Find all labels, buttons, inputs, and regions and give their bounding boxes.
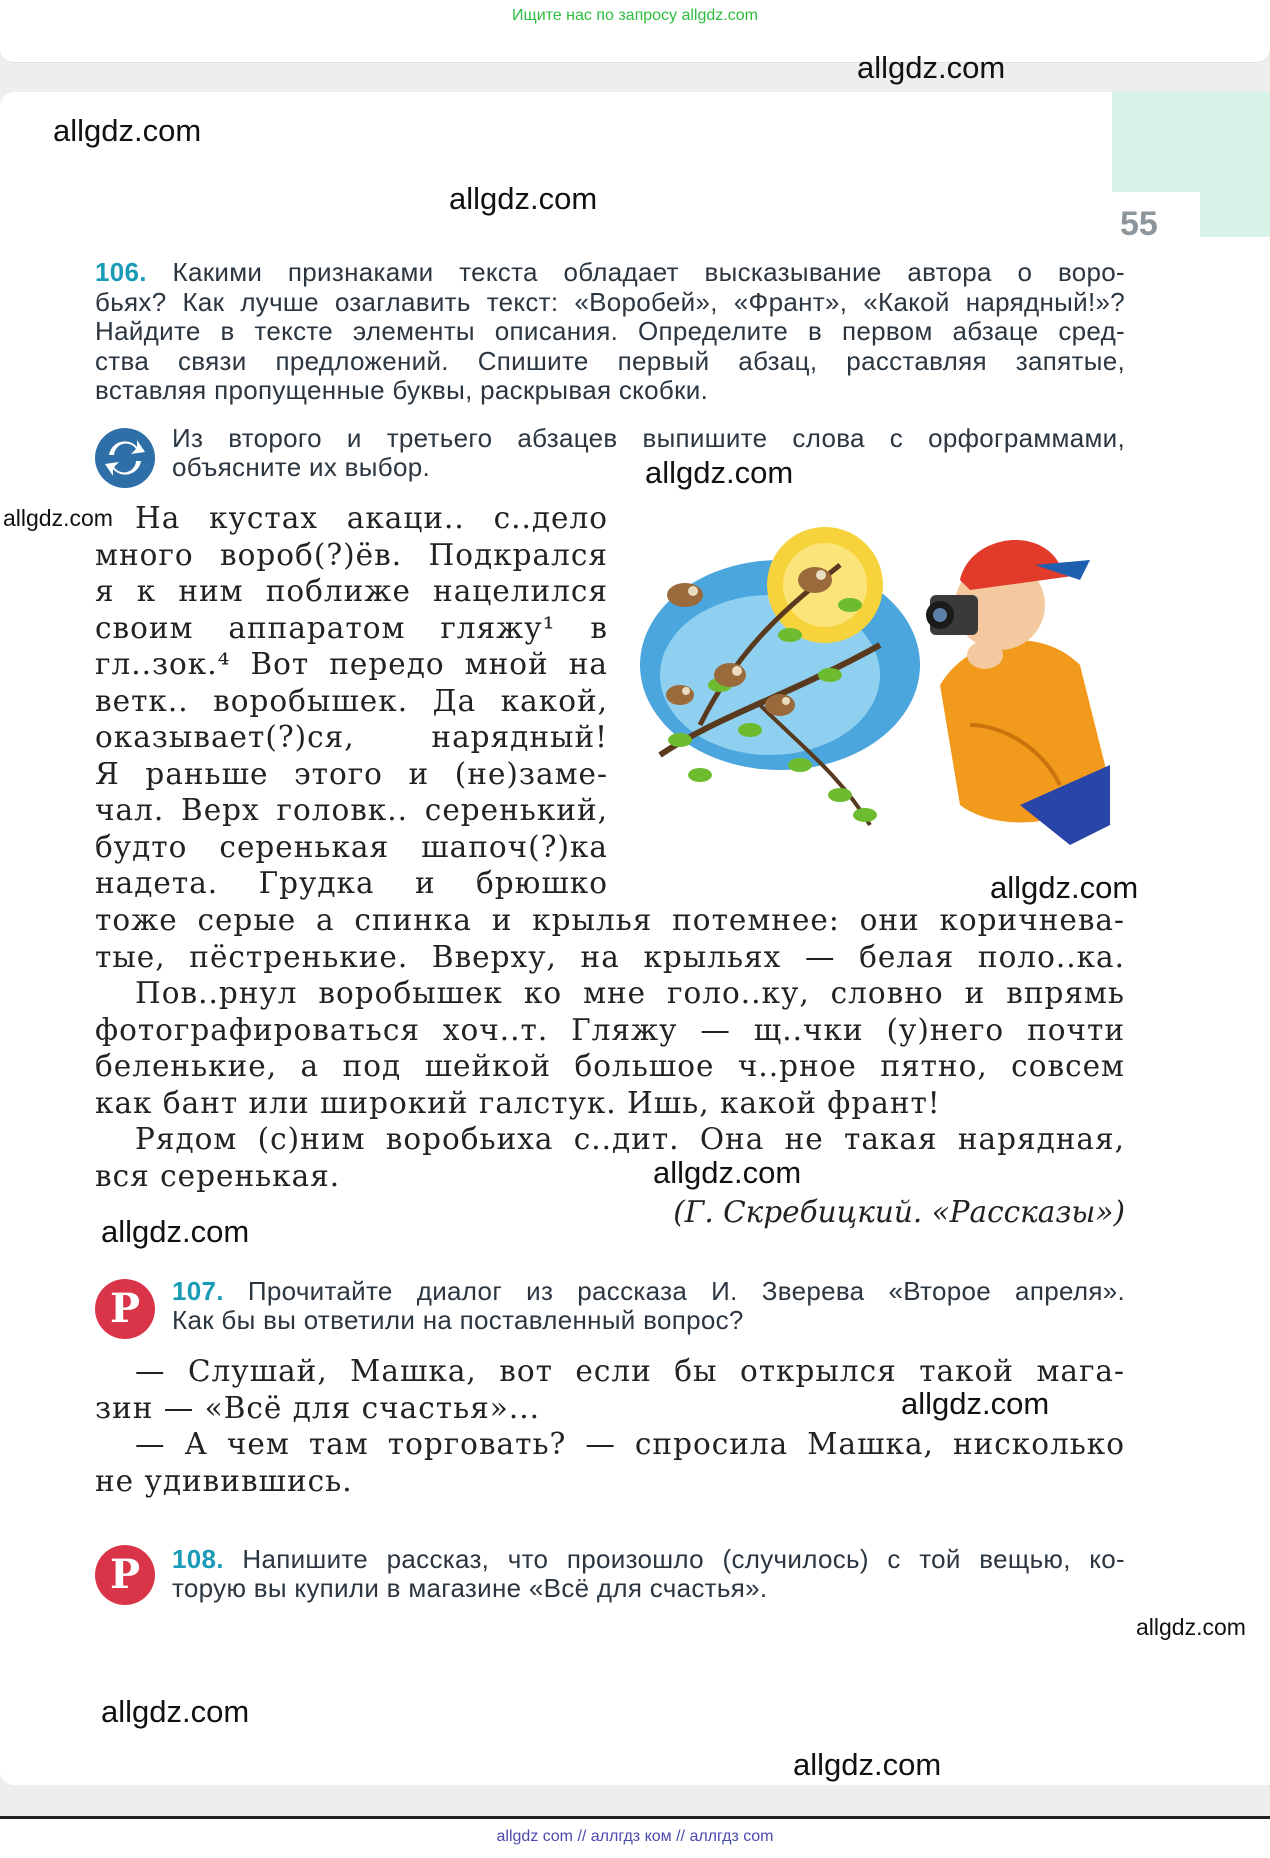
task-line: вставляя пропущенные буквы, раскрывая скобки.: [95, 375, 709, 405]
story-text-narrow: [95, 500, 608, 902]
task-106-subtask: [172, 424, 1125, 482]
story-line: надета. Грудка и брюшко: [95, 866, 608, 900]
dialog-text: [95, 1353, 1125, 1499]
task-number: 106.: [95, 257, 147, 287]
watermark: allgdz.com: [53, 113, 202, 148]
story-line: оказывает(?)ся, нарядный!: [95, 720, 608, 754]
photographer-sparrows-illustration: [640, 525, 1120, 845]
story-line: ветк.. воробышек. Да какой,: [95, 683, 608, 718]
page-corner-tab: [1112, 92, 1270, 192]
watermark: allgdz.com: [3, 505, 113, 531]
repeat-icon: [95, 428, 155, 488]
task-number: 108.: [172, 1544, 224, 1574]
page-corner-tab-lower: [1200, 192, 1270, 237]
story-line: фотографироваться хоч..т. Гляжу — щ..чки (у)него почти: [95, 1012, 1125, 1047]
story-line: вся серенькая.: [95, 1158, 341, 1193]
watermark: allgdz.com: [449, 181, 598, 216]
task-line: Прочитайте диалог из рассказа И. Зверева «Второе апреля».: [247, 1276, 1125, 1306]
dialog-line: — А чем там торговать? — спросила Машка, нисколько: [135, 1427, 1125, 1461]
watermark: allgdz.com: [793, 1747, 942, 1782]
dialog-line: не удивившись.: [95, 1463, 353, 1498]
task-line: торую вы купили в магазине «Всё для счастья».: [172, 1573, 768, 1603]
story-line: своим аппаратом гляжу¹ в: [95, 610, 608, 645]
story-line: тоже серые а спинка и крылья потемнее: они коричнева-: [95, 903, 1125, 937]
subtask-line: объясните их выбор.: [172, 452, 430, 482]
page-number: 55: [1120, 205, 1158, 243]
task-108: [172, 1545, 1125, 1603]
task-line: Напишите рассказ, что произошло (случилось) с той вещью, ко-: [242, 1544, 1125, 1574]
r-badge-icon: Р: [95, 1545, 155, 1605]
task-number: 107.: [172, 1276, 224, 1306]
story-text-wide: [95, 902, 1125, 1194]
story-source: (Г. Скребицкий. «Рассказы»): [673, 1195, 1125, 1229]
r-badge-icon: Р: [95, 1279, 155, 1339]
story-line: много вороб(?)ёв. Подкрался: [95, 537, 608, 572]
watermark: allgdz.com: [101, 1694, 250, 1729]
dialog-line: зин — «Всё для счастья»...: [95, 1390, 540, 1425]
story-line: гл..зок.⁴ Вот передо мной на: [95, 647, 608, 681]
story-line: будто серенькая шапоч(?)ка: [95, 829, 608, 864]
task-line: Какими признаками текста обладает высказывание автора о воро-: [172, 257, 1125, 287]
story-line: тые, пёстренькие. Вверху, на крыльях — белая поло..ка.: [95, 939, 1125, 974]
task-line: ства связи предложений. Спишите первый абзац, расставляя запятые,: [95, 345, 1125, 376]
watermark: allgdz.com: [645, 455, 794, 490]
top-strip: [0, 36, 1270, 63]
watermark: allgdz.com: [901, 1386, 1050, 1421]
story-line: Я раньше этого и (не)заме-: [95, 756, 608, 791]
story-line: беленькие, а под шейкой большое ч..рное пятно, совсем: [95, 1049, 1125, 1083]
watermark: allgdz.com: [1136, 1614, 1246, 1640]
watermark: allgdz.com: [857, 50, 1006, 85]
watermark: allgdz.com: [653, 1155, 802, 1190]
task-line: Как бы вы ответили на поставленный вопрос?: [172, 1305, 744, 1335]
story-line: как бант или широкий галстук. Ишь, какой франт!: [95, 1085, 941, 1120]
task-106: [95, 258, 1125, 406]
story-line: На кустах акаци.. с..дело: [135, 501, 608, 535]
watermark: allgdz.com: [990, 870, 1139, 905]
story-line: я к ним поближе нацелился: [95, 574, 608, 608]
task-107: [172, 1277, 1125, 1335]
task-line: бьях? Как лучше озаглавить текст: «Воробей», «Франт», «Какой нарядный!»?: [95, 286, 1125, 317]
story-line: Пов..рнул воробышек ко мне голо..ку, словно и впрямь: [135, 976, 1125, 1010]
dialog-line: — Слушай, Машка, вот если бы открылся такой мага-: [135, 1354, 1125, 1388]
story-line: чал. Верх головк.. серенький,: [95, 793, 608, 827]
top-banner[interactable]: Ищите нас по запросу allgdz.com: [0, 0, 1270, 36]
task-line: Найдите в тексте элементы описания. Определите в первом абзаце сред-: [95, 316, 1125, 346]
subtask-line: Из второго и третьего абзацев выпишите слова с орфограммами,: [172, 423, 1125, 453]
story-line: Рядом (с)ним воробьиха с..дит. Она не такая нарядная,: [135, 1122, 1125, 1156]
bottom-banner[interactable]: allgdz com // аллгдз ком // аллгдз com: [0, 1819, 1270, 1858]
watermark: allgdz.com: [101, 1214, 250, 1249]
